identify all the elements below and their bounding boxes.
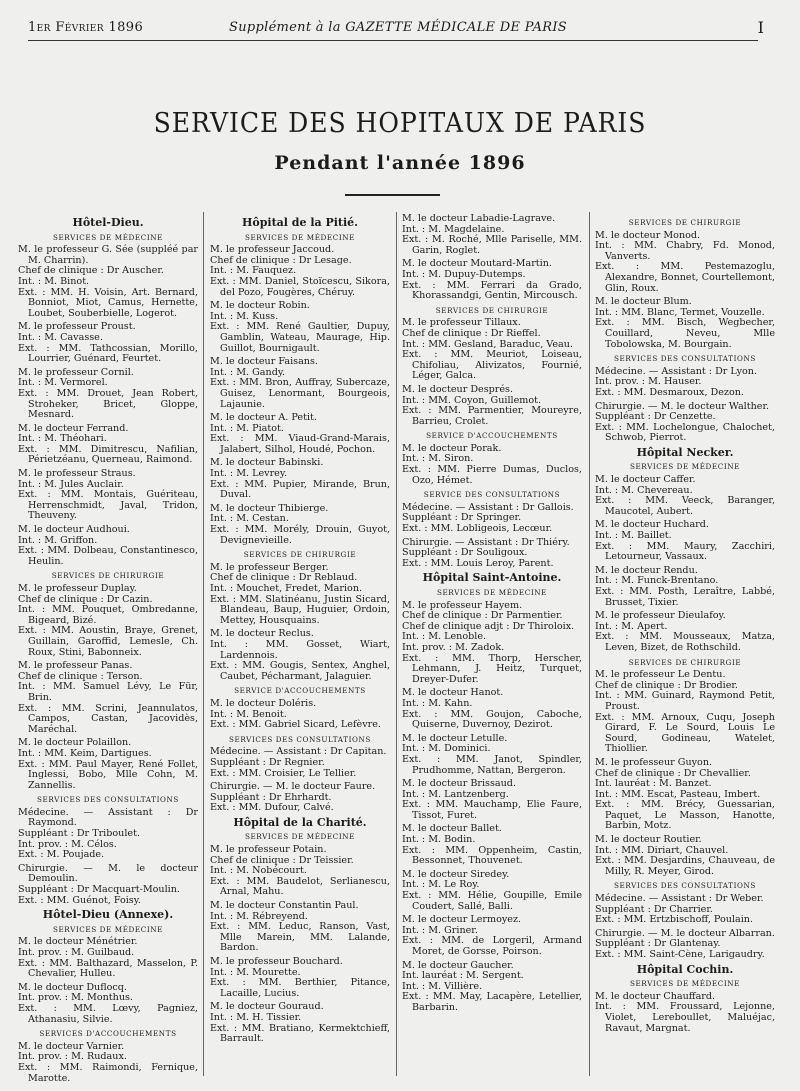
staff-line: Int. : M. Le Roy. bbox=[402, 879, 480, 891]
section-heading: SERVICES DES CONSULTATIONS bbox=[614, 881, 756, 891]
staff-line: Ext. : MM. Mauchamp, Elie Faure, Tissot, Furet. bbox=[402, 799, 582, 821]
service-entry bbox=[18, 1042, 198, 1084]
staff-line: Ext. : MM. Goujon, Caboche, Quiserne, Duvernoy, Dezirot. bbox=[402, 708, 582, 731]
staff-line: Int. : MM. Escat, Pasteau, Imbert. bbox=[595, 788, 761, 800]
service-entry bbox=[210, 458, 390, 500]
service-chief: M. le docteur Faisans. bbox=[210, 356, 318, 368]
staff-line: Int. : M. Nobécourt. bbox=[210, 865, 307, 877]
staff-line: Int. prov. : M. Zadok. bbox=[402, 641, 505, 653]
service-entry bbox=[402, 259, 582, 301]
service-chief: Chirurgie. — M. le docteur Albarran. bbox=[595, 927, 775, 939]
service-entry bbox=[18, 245, 198, 319]
service-entry bbox=[402, 915, 582, 957]
staff-line: Ext. : MM. Montais, Guériteau, Herrenschmidt, Javal, Tridon, Theuveny. bbox=[18, 489, 198, 522]
staff-line: Int. : M. Chevereau. bbox=[595, 484, 693, 496]
staff-line: Ext. : MM. Maury, Zacchiri, Letourneur, Vassaux. bbox=[595, 540, 775, 563]
service-chief: M. le professeur Potain. bbox=[210, 844, 327, 856]
staff-line: Int. : M. Mourette. bbox=[210, 966, 301, 978]
service-chief: M. le professeur Tillaux. bbox=[402, 317, 521, 329]
service-chief: Chirurgie. — M. le docteur Demoulin. bbox=[18, 862, 198, 885]
service-chief: M. le docteur Labadie-Lagrave. bbox=[402, 213, 556, 224]
staff-line: Int. : M. Griner. bbox=[402, 924, 478, 936]
service-chief: M. le docteur Huchard. bbox=[595, 519, 709, 531]
staff-line: Ext. : MM. Pierre Dumas, Duclos, Ozo, Hémet. bbox=[402, 464, 582, 486]
staff-line: Ext. : MM. Meuriot, Loiseau, Chifoliau, Alivizatos, Fournié, Léger, Galca. bbox=[402, 349, 582, 382]
staff-line: Int. : MM. Pouquet, Ombredanne, Bigeard, Bizé. bbox=[18, 604, 198, 626]
staff-line: Ext. : MM. Parmentier, Moureyre, Barrieu, Crolet. bbox=[402, 405, 582, 427]
staff-line: Ext. : MM. René Gaultier, Dupuy, Gamblin, Wateau, Maurage, Hip. Guillot, Bournigault. bbox=[210, 321, 390, 354]
service-chief: M. le docteur Blum. bbox=[595, 296, 692, 308]
staff-line: Int. prov. : M. Célos. bbox=[18, 838, 117, 850]
staff-line: Ext. : MM. Bisch, Wegbecher, Couillard, Neveu, Mlle Tobolowska, M. Bourgain. bbox=[595, 317, 775, 350]
staff-line: Ext. : MM. Pestemazoglu, Alexandre, Bonnet, Courtellemont, Glin, Roux. bbox=[595, 261, 775, 294]
staff-line: Int. : M. Kahn. bbox=[402, 697, 473, 709]
staff-line: Ext. : MM. Veeck, Baranger, Maucotel, Aubert. bbox=[595, 495, 775, 517]
staff-line: Int. : M. Fauquez. bbox=[210, 265, 297, 277]
service-entry bbox=[595, 894, 775, 926]
staff-line: Chef de clinique : Dr Parmentier. bbox=[402, 610, 563, 622]
service-chief: M. le docteur Rendu. bbox=[595, 564, 698, 576]
staff-line: Int. : MM. Chabry, Fd. Monod, Vanverts. bbox=[595, 240, 775, 262]
service-chief: M. le professeur Proust. bbox=[18, 321, 136, 333]
service-chief: M. le docteur Lermoyez. bbox=[402, 914, 522, 926]
staff-line: Ext. : MM. Baudelot, Serlianescu, Arnal, Mahu. bbox=[210, 875, 390, 898]
staff-line: Ext. : MM. Thorp, Herscher, Lehmann, J. Heitz, Turquet, Dreyer-Dufer. bbox=[402, 652, 582, 685]
staff-line: Ext. : MM. Gougis, Sentex, Anghel, Caubet, Pécharmant, Jalaguier. bbox=[210, 660, 390, 682]
staff-line: Int. prov. : M. Guilbaud. bbox=[18, 947, 135, 958]
text-column-4 bbox=[595, 214, 775, 1037]
staff-line: Ext. : MM. Lobligeois, Lecœur. bbox=[402, 523, 553, 535]
staff-line: Ext. : MM. Pupier, Mirande, Brun, Duval. bbox=[210, 478, 390, 501]
section-heading: SERVICES DE MÉDECINE bbox=[436, 588, 548, 597]
staff-line: Chef de clinique : Dr Teissier. bbox=[210, 854, 354, 866]
page-title: SERVICE DES HOPITAUX DE PARIS bbox=[153, 108, 647, 139]
staff-line: Ext. : MM. Bratiano, Kermektchieff, Barrault. bbox=[210, 1022, 390, 1045]
staff-line: Ext. : MM. Dufour, Calvé. bbox=[210, 802, 334, 814]
staff-line: Ext. : MM. Louis Leroy, Parent. bbox=[402, 557, 554, 569]
service-entry bbox=[595, 670, 775, 755]
staff-line: Ext. : MM. Guénot, Foisy. bbox=[18, 894, 141, 906]
service-chief: M. le docteur Ferrand. bbox=[18, 422, 129, 434]
staff-line: Ext. : MM. Bron, Auffray, Subercaze, Guisez, Lenormant, Bourgeois, Lajaunie. bbox=[210, 377, 390, 410]
staff-line: Int. : M. Villière. bbox=[402, 980, 483, 992]
staff-line: Chef de clinique : Terson. bbox=[18, 670, 143, 682]
staff-line: Chef de clinique : Dr Lesage. bbox=[210, 254, 352, 266]
section-heading: SERVICES DE MÉDECINE bbox=[629, 462, 741, 472]
service-chief: M. le docteur Després. bbox=[402, 383, 514, 395]
service-entry bbox=[18, 424, 198, 466]
service-entry bbox=[595, 992, 775, 1034]
section-heading: SERVICE D'ACCOUCHEMENTS bbox=[426, 431, 558, 441]
section-heading: SERVICES DES CONSULTATIONS bbox=[229, 734, 371, 744]
staff-line: Ext. : MM. Balthazard, Masselon, P. Chevalier, Hulleu. bbox=[18, 957, 198, 980]
section-heading: SERVICES DE MÉDECINE bbox=[52, 924, 164, 934]
section-heading: SERVICES D'ACCOUCHEMENTS bbox=[39, 1029, 177, 1039]
service-entry bbox=[210, 699, 390, 731]
staff-line: Int. : M. Funck-Brentano. bbox=[595, 575, 719, 587]
hospital-heading: Hôpital de la Charité. bbox=[233, 815, 367, 829]
staff-line: Ext. : MM. Dolbeau, Constantinesco, Heulin. bbox=[18, 545, 198, 567]
header-journal: Supplément à la GAZETTE MÉDICALE DE PARIS bbox=[228, 20, 567, 35]
staff-line: Ext. : MM. Gabriel Sicard, Lefèvre. bbox=[210, 719, 381, 731]
service-entry bbox=[402, 601, 582, 686]
service-entry bbox=[210, 1002, 390, 1044]
service-chief: M. le docteur A. Petit. bbox=[210, 412, 317, 424]
staff-line: Suppléant : Dr Macquart-Moulin. bbox=[18, 884, 180, 896]
service-entry bbox=[595, 566, 775, 608]
staff-line: Ext. : MM. de Lorgeril, Armand Moret, de Gorsse, Poirson. bbox=[402, 935, 582, 957]
service-entry bbox=[18, 322, 198, 364]
staff-line: Int. : M. Binot. bbox=[18, 275, 90, 287]
staff-line: Ext. : M. Poujade. bbox=[18, 849, 105, 861]
staff-line: Int. : MM. Coyon, Guillemot. bbox=[402, 394, 542, 406]
staff-line: Ext. : MM. Tathcossian, Morillo, Lourrier, Guénard, Feurtet. bbox=[18, 342, 198, 365]
service-entry bbox=[402, 444, 582, 486]
staff-line: Ext. : MM. Desmaroux, Dezon. bbox=[595, 386, 744, 398]
text-column-3 bbox=[402, 214, 582, 1017]
staff-line: Int. : MM. Froussard, Lejonne, Violet, Lereboullet, Maluéjac, Ravaut, Margnat. bbox=[595, 1001, 775, 1034]
service-entry bbox=[210, 629, 390, 682]
service-entry bbox=[210, 413, 390, 455]
header-date: 1er Février 1896 bbox=[28, 20, 144, 35]
service-entry bbox=[18, 864, 198, 906]
service-chief: M. le docteur Duflocq. bbox=[18, 981, 127, 993]
staff-line: Int. : MM. Blanc, Termet, Vouzelle. bbox=[595, 306, 765, 318]
service-entry bbox=[402, 961, 582, 1014]
service-entry bbox=[595, 297, 775, 350]
staff-line: Ext. : MM. Oppenheim, Castin, Bessonnet, Thouvenet. bbox=[402, 844, 582, 867]
service-chief: M. le docteur Caffer. bbox=[595, 474, 696, 486]
column-divider bbox=[396, 212, 397, 1076]
service-chief: M. le docteur Constantin Paul. bbox=[210, 900, 359, 912]
section-heading: SERVICES DE MÉDECINE bbox=[52, 232, 164, 242]
service-chief: M. le professeur Le Dentu. bbox=[595, 669, 726, 681]
staff-line: Suppléant : Dr Glantenay. bbox=[595, 938, 721, 950]
staff-line: Ext. : MM. Drouet, Jean Robert, Stroheker, Bricet, Gloppe, Mesnard. bbox=[18, 387, 198, 421]
service-chief: M. le professeur Cornil. bbox=[18, 366, 134, 378]
service-entry bbox=[595, 367, 775, 399]
staff-line: Ext. : MM. May, Lacapère, Letellier, Barbarin. bbox=[402, 991, 582, 1013]
staff-line: Ext. : MM. Croisier, Le Tellier. bbox=[210, 767, 357, 779]
staff-line: Ext. : MM. Janot, Spindler, Prudhomme, Nattan, Bergeron. bbox=[402, 753, 582, 776]
text-column-2 bbox=[210, 214, 390, 1048]
staff-line: Ext. : MM. Saint-Cène, Larigaudry. bbox=[595, 949, 765, 960]
staff-line: Int. : M. Bodin. bbox=[402, 834, 476, 846]
staff-line: Int. : MM. Gesland, Baraduc, Veau. bbox=[402, 338, 573, 350]
staff-line: Int. : M. Benoit. bbox=[210, 708, 287, 720]
service-chief: M. le professeur Jaccoud. bbox=[210, 244, 335, 256]
hospital-heading: Hôpital de la Pitié. bbox=[241, 216, 358, 229]
staff-line: Int. : M. Magdelaine. bbox=[402, 223, 505, 235]
staff-line: Suppléant : Dr Springer. bbox=[402, 512, 522, 524]
section-heading: SERVICE DES CONSULTATIONS bbox=[423, 490, 561, 500]
service-chief: Médecine. — Assistant : Dr Gallois. bbox=[402, 501, 574, 513]
service-chief: M. le docteur Ballet. bbox=[402, 823, 502, 835]
service-entry bbox=[402, 385, 582, 427]
staff-line: Int. : M. Lenoble. bbox=[402, 631, 487, 643]
staff-line: Int. : M. Lantzenberg. bbox=[402, 788, 509, 800]
service-entry bbox=[18, 808, 198, 861]
staff-line: Chef de clinique : Dr Auscher. bbox=[18, 265, 164, 277]
staff-line: Ext. : MM. Brécy, Guessarian, Paquet, Le Masson, Hanotte, Barbin, Motz. bbox=[595, 799, 775, 832]
section-heading: SERVICES DE CHIRURGIE bbox=[243, 550, 357, 560]
service-entry bbox=[18, 738, 198, 791]
service-entry bbox=[402, 779, 582, 821]
service-chief: Chirurgie. — M. le docteur Walther. bbox=[595, 400, 770, 412]
staff-line: Int. : M. Baillet. bbox=[595, 530, 672, 542]
service-entry bbox=[18, 525, 198, 567]
service-entry bbox=[402, 870, 582, 912]
staff-line: Ext. : MM. Ferrari da Grado, Khorassandgi, Gentin, Mircousch. bbox=[402, 279, 582, 302]
section-heading: SERVICES DES CONSULTATIONS bbox=[614, 354, 756, 364]
staff-line: Suppléant : Dr Triboulet. bbox=[18, 828, 140, 840]
staff-line: Int. : M. Rébreyend. bbox=[210, 910, 308, 922]
staff-line: Ext. : MM. H. Voisin, Art. Bernard, Bonniot, Miot, Camus, Hernette, Loubet, Souberbielle, Logerot. bbox=[18, 286, 198, 319]
staff-line: Chef de clinique adjt : Dr Thiroloix. bbox=[402, 620, 575, 632]
service-entry bbox=[402, 503, 582, 535]
service-chief: M. le docteur Siredey. bbox=[402, 868, 510, 880]
header-rule bbox=[28, 40, 758, 41]
staff-line: Ext. : MM. Slatinéanu, Justin Sicard, Blandeau, Baup, Huguier, Ordoin, Mettey, Housquains. bbox=[210, 593, 390, 626]
service-entry bbox=[402, 318, 582, 382]
service-entry bbox=[210, 301, 390, 354]
hospital-heading: Hôpital Saint-Antoine. bbox=[422, 571, 562, 585]
service-entry bbox=[18, 469, 198, 522]
service-chief: M. le professeur Hayem. bbox=[402, 599, 523, 611]
page-subtitle: Pendant l'année 1896 bbox=[274, 152, 526, 174]
service-entry bbox=[595, 231, 775, 295]
staff-line: Int. prov. : M. Rudaux. bbox=[18, 1051, 127, 1063]
staff-line: Int. : M. Griffon. bbox=[18, 534, 98, 546]
staff-line: Int. lauréat : M. Sergent. bbox=[402, 970, 524, 982]
hospital-heading: Hôtel-Dieu (Annexe). bbox=[42, 908, 174, 922]
staff-line: Chef de clinique : Dr Chevallier. bbox=[595, 767, 751, 779]
staff-line: Int. : M. Dupuy-Dutemps. bbox=[402, 268, 526, 280]
service-chief: Chirurgie. — Assistant : Dr Thiéry. bbox=[402, 536, 570, 548]
staff-line: Ext. : M. Roché, Mlle Pariselle, MM. Garin, Roglet. bbox=[402, 234, 582, 256]
service-entry bbox=[210, 747, 390, 779]
service-chief: Médecine. — Assistant : Dr Raymond. bbox=[18, 806, 198, 829]
service-chief: M. le docteur Gaucher. bbox=[402, 959, 514, 971]
service-entry bbox=[402, 688, 582, 730]
staff-line: Ext. : MM. Ertzbischoff, Poulain. bbox=[595, 914, 754, 926]
staff-line: Int. : M. Cestan. bbox=[210, 513, 289, 525]
service-chief: Chirurgie. — M. le docteur Faure. bbox=[210, 781, 376, 793]
service-entry bbox=[595, 929, 775, 961]
service-chief: M. le docteur Porak. bbox=[402, 442, 502, 454]
staff-line: Int. : M. H. Tissier. bbox=[210, 1011, 302, 1023]
staff-line: Int. : M. Vermorel. bbox=[18, 377, 108, 389]
staff-line: Int. : M. Levrey. bbox=[210, 468, 288, 480]
service-chief: M. le docteur Letulle. bbox=[402, 732, 508, 744]
section-heading: SERVICES DE CHIRURGIE bbox=[435, 305, 549, 315]
staff-line: Ext. : MM. Mousseaux, Matza, Leven, Bizet, de Rothschild. bbox=[595, 631, 775, 653]
service-chief: M. le docteur Routier. bbox=[595, 834, 702, 846]
service-chief: M. le docteur Monod. bbox=[595, 229, 701, 241]
service-chief: M. le professeur Berger. bbox=[210, 561, 329, 573]
column-divider bbox=[589, 212, 590, 1076]
service-entry bbox=[18, 661, 198, 735]
section-heading: SERVICES DE MÉDECINE bbox=[244, 232, 356, 242]
service-chief: M. le docteur Brissaud. bbox=[402, 778, 516, 790]
staff-line: Ext. : MM. Posth, Leraître, Labbé, Brusset, Tixier. bbox=[595, 586, 775, 608]
service-chief: Médecine. — Assistant : Dr Lyon. bbox=[595, 365, 758, 377]
service-chief: M. le professeur Duplay. bbox=[18, 583, 137, 594]
service-chief: M. le docteur Moutard-Martin. bbox=[402, 258, 552, 270]
staff-line: Ext. : MM. Paul Mayer, René Follet, Inglessi, Bobo, Mlle Cohn, M. Zannellis. bbox=[18, 758, 198, 791]
service-entry bbox=[595, 611, 775, 653]
service-entry bbox=[210, 245, 390, 298]
service-entry bbox=[210, 504, 390, 546]
service-entry bbox=[18, 584, 198, 658]
title-rule bbox=[345, 194, 440, 196]
staff-line: Ext. : MM. Aoustin, Braye, Grenet, Guillain, Garoffid, Lemesle, Ch. Roux, Stini, Babonneix. bbox=[18, 625, 198, 658]
section-heading: SERVICES DE CHIRURGIE bbox=[628, 218, 742, 227]
staff-line: Int. : MM. Diriart, Chauvel. bbox=[595, 844, 729, 856]
service-entry bbox=[18, 983, 198, 1025]
service-entry bbox=[210, 845, 390, 898]
service-entry bbox=[595, 402, 775, 444]
staff-line: Chef de clinique : Dr Rieffel. bbox=[402, 327, 541, 339]
staff-line: Suppléant : Dr Souligoux. bbox=[402, 547, 528, 559]
service-chief: M. le professeur Guyon. bbox=[595, 756, 713, 768]
service-chief: Médecine. — Assistant : Dr Capitan. bbox=[210, 746, 387, 758]
service-chief: Médecine. — Assistant : Dr Weber. bbox=[595, 893, 764, 905]
service-entry bbox=[402, 538, 582, 570]
staff-line: Chef de clinique : Dr Cazin. bbox=[18, 593, 153, 605]
staff-line: Int. : M. Dominici. bbox=[402, 743, 491, 755]
service-chief: M. le docteur Chauffard. bbox=[595, 990, 716, 1002]
service-entry bbox=[210, 357, 390, 410]
section-heading: SERVICES DE CHIRURGIE bbox=[51, 571, 165, 581]
service-entry bbox=[210, 957, 390, 999]
service-chief: M. le docteur Babinski. bbox=[210, 457, 324, 469]
service-chief: M. le docteur Reclus. bbox=[210, 628, 314, 640]
service-entry bbox=[595, 475, 775, 517]
service-entry bbox=[402, 214, 582, 256]
service-chief: M. le docteur Robin. bbox=[210, 300, 310, 312]
section-heading: SERVICES DES CONSULTATIONS bbox=[37, 795, 179, 805]
staff-line: Chef de clinique : Dr Reblaud. bbox=[210, 572, 358, 584]
staff-line: Int. : M. Siron. bbox=[402, 453, 474, 465]
service-chief: M. le docteur Thibierge. bbox=[210, 502, 329, 514]
staff-line: Suppléant : Dr Charrier. bbox=[595, 903, 713, 915]
staff-line: Ext. : MM. Leduc, Ranson, Vast, Mlle Marein, MM. Lalande, Bardon. bbox=[210, 921, 390, 954]
service-chief: M. le docteur Doléris. bbox=[210, 697, 317, 709]
service-entry bbox=[595, 835, 775, 877]
staff-line: Int. : M. Jules Auclair. bbox=[18, 478, 124, 490]
staff-line: Ext. : MM. Viaud-Grand-Marais, Jalabert, Silhol, Houdé, Pochon. bbox=[210, 433, 390, 455]
running-header bbox=[28, 16, 764, 38]
staff-line: Chef de clinique : Dr Brodier. bbox=[595, 679, 738, 691]
staff-line: Int. : MM. Keim, Dartigues. bbox=[18, 747, 152, 759]
staff-line: Ext. : MM. Lœvy, Pagniez, Athanasiu, Silvie. bbox=[18, 1002, 198, 1025]
service-entry bbox=[595, 758, 775, 832]
service-chief: M. le docteur Gouraud. bbox=[210, 1001, 324, 1013]
service-chief: M. le professeur G. Sée (suppléé par M. Charrin). bbox=[18, 244, 198, 266]
hospital-heading: Hôtel-Dieu. bbox=[72, 216, 144, 229]
section-heading: SERVICE D'ACCOUCHEMENTS bbox=[234, 686, 366, 696]
service-entry bbox=[595, 520, 775, 562]
service-chief: M. le docteur Hanot. bbox=[402, 687, 504, 699]
staff-line: Ext. : MM. Scrini, Jeannulatos, Campos, Castan, Jacovidès, Maréchal. bbox=[18, 702, 198, 735]
staff-line: Int. lauréat : M. Banzet. bbox=[595, 778, 712, 790]
column-divider bbox=[203, 212, 204, 1076]
service-entry bbox=[210, 901, 390, 954]
staff-line: Ext. : MM. Hélie, Goupille, Emile Coudert, Sallé, Balli. bbox=[402, 890, 582, 912]
service-entry bbox=[402, 824, 582, 866]
service-chief: M. le docteur Polaillon. bbox=[18, 737, 132, 749]
staff-line: Ext. : MM. Daniel, Stoïcescu, Sikora, del Pozo, Fougères, Chéruy. bbox=[210, 275, 390, 298]
staff-line: Ext. : MM. Berthier, Pitance, Lacaille, Lucius. bbox=[210, 977, 390, 999]
staff-line: Int. : M. Piatot. bbox=[210, 422, 284, 434]
staff-line: Int. prov. : M. Hauser. bbox=[595, 376, 702, 388]
staff-line: Int. : M. Cavasse. bbox=[18, 331, 103, 343]
service-chief: M. le professeur Panas. bbox=[18, 660, 133, 672]
staff-line: Int. : MM. Gosset, Wiart, Lardennois. bbox=[210, 638, 390, 661]
section-heading: SERVICES DE MÉDECINE bbox=[629, 979, 741, 989]
service-chief: M. le docteur Ménétrier. bbox=[18, 936, 138, 948]
staff-line: Int. : MM. Guinard, Raymond Petit, Proust. bbox=[595, 690, 775, 712]
section-heading: SERVICES DE MÉDECINE bbox=[244, 832, 356, 842]
service-chief: M. le docteur Varnier. bbox=[18, 1040, 125, 1052]
service-entry bbox=[402, 734, 582, 776]
service-entry bbox=[18, 937, 198, 979]
staff-line: Int. : M. Gandy. bbox=[210, 366, 286, 378]
staff-line: Suppléant : Dr Ehrhardt. bbox=[210, 791, 332, 803]
service-entry bbox=[18, 368, 198, 421]
staff-line: Int. : M. Théohari. bbox=[18, 433, 107, 445]
staff-line: Ext. : MM. Dimitrescu, Nafilian, Périetzéanu, Querneau, Raimond. bbox=[18, 443, 198, 466]
staff-line: Ext. : MM. Lochelongue, Chalochet, Schwob, Pierrot. bbox=[595, 421, 775, 444]
service-chief: M. le professeur Bouchard. bbox=[210, 956, 343, 967]
staff-line: Suppléant : Dr Regnier. bbox=[210, 756, 325, 768]
service-entry bbox=[210, 782, 390, 814]
text-column-1 bbox=[18, 214, 198, 1087]
staff-line: Ext. : MM. Morély, Drouin, Guyot, Devignevieille. bbox=[210, 524, 390, 546]
staff-line: Int. : M. Kuss. bbox=[210, 310, 279, 322]
hospital-heading: Hôpital Cochin. bbox=[636, 962, 734, 976]
staff-line: Ext. : MM. Arnoux, Cuqu, Joseph Girard, F. Le Sourd, Louis Le Sourd, Godineau, Watelet, Thiollier. bbox=[595, 711, 775, 755]
staff-line: Int. : MM. Samuel Lévy, Le Für, Brin. bbox=[18, 681, 198, 703]
service-entry bbox=[210, 563, 390, 627]
staff-line: Ext. : MM. Raimondi, Fernique, Marotte. bbox=[18, 1061, 198, 1084]
service-chief: M. le professeur Straus. bbox=[18, 468, 136, 480]
staff-line: Ext. : MM. Desjardins, Chauveau, de Milly, R. Meyer, Girod. bbox=[595, 855, 775, 877]
hospital-heading: Hôpital Necker. bbox=[636, 445, 734, 459]
page-number: I bbox=[757, 18, 764, 37]
section-heading: SERVICES DE CHIRURGIE bbox=[628, 657, 742, 667]
staff-line: Int. prov. : M. Monthus. bbox=[18, 992, 133, 1004]
staff-line: Int. : Mouchet, Fredet, Marion. bbox=[210, 583, 363, 594]
staff-line: Int. : M. Apert. bbox=[595, 620, 668, 632]
service-chief: M. le docteur Audhoui. bbox=[18, 524, 130, 536]
service-chief: M. le professeur Dieulafoy. bbox=[595, 610, 726, 622]
staff-line: Suppléant : Dr Cenzette. bbox=[595, 411, 716, 423]
